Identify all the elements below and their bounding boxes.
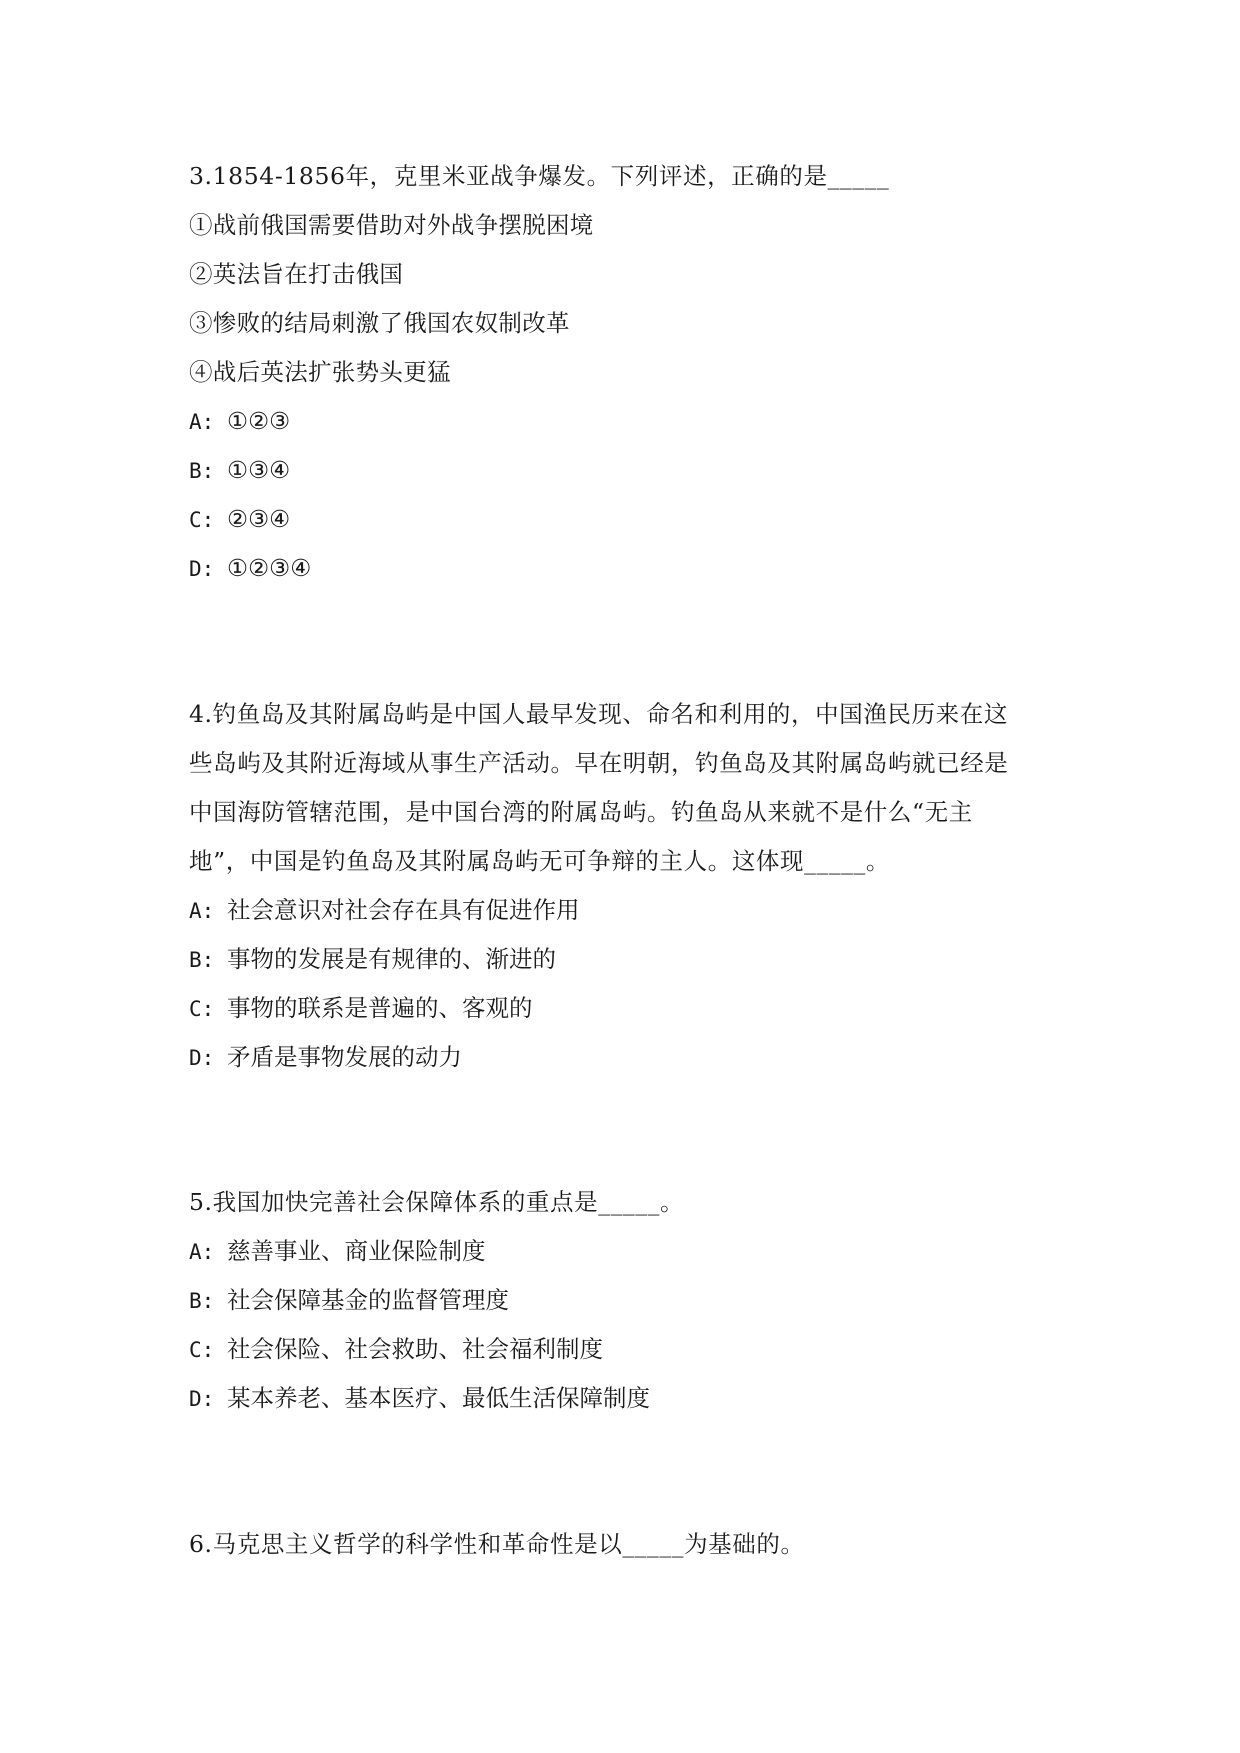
option-b	[189, 935, 1069, 984]
stem-line: 中国海防管辖范围，是中国台湾的附属岛屿。钓鱼岛从来就不是什么“无主	[189, 798, 973, 826]
stem-line: 地”，中国是钓鱼岛及其附属岛屿无可争辩的主人。这体现_____。	[189, 847, 890, 875]
option-text: 事物的联系是普遍的、客观的	[227, 994, 533, 1022]
option-a	[189, 1227, 1069, 1276]
option-text: 社会保险、社会救助、社会福利制度	[227, 1335, 603, 1363]
option-key: C:	[189, 508, 215, 532]
question-4	[189, 690, 1069, 1082]
option-key: D:	[189, 557, 215, 581]
question-stem	[189, 152, 1069, 201]
question-3	[189, 152, 1069, 593]
option-c	[189, 1325, 1069, 1374]
option-text: 事物的发展是有规律的、渐进的	[227, 945, 556, 973]
option-key: B:	[189, 1289, 215, 1313]
statement-4: ④战后英法扩张势头更猛	[189, 358, 451, 386]
option-text: ②③④	[227, 505, 291, 533]
stem-line: 些岛屿及其附近海域从事生产活动。早在明朝，钓鱼岛及其附属岛屿就已经是	[189, 749, 1009, 777]
option-list	[189, 397, 1069, 593]
option-key: B:	[189, 459, 215, 483]
option-key: B:	[189, 948, 215, 972]
stem-line: 3.1854-1856年，克里米亚战争爆发。下列评述，正确的是_____	[189, 162, 890, 190]
option-a	[189, 886, 1069, 935]
option-text: 某本养老、基本医疗、最低生活保障制度	[227, 1384, 650, 1412]
option-d	[189, 1374, 1069, 1423]
option-text: 社会保障基金的监督管理度	[227, 1286, 509, 1314]
option-text: 社会意识对社会存在具有促进作用	[227, 896, 580, 924]
option-key: C:	[189, 1338, 215, 1362]
option-list	[189, 886, 1069, 1082]
option-text: ①②③	[227, 407, 291, 435]
option-key: A:	[189, 1240, 215, 1264]
question-stem	[189, 690, 1069, 886]
statement-3: ③惨败的结局刺激了俄国农奴制改革	[189, 309, 570, 337]
statement-list	[189, 201, 1069, 397]
option-text: ①③④	[227, 456, 291, 484]
option-key: A:	[189, 899, 215, 923]
option-key: D:	[189, 1387, 215, 1411]
stem-line: 5.我国加快完善社会保障体系的重点是_____。	[189, 1188, 685, 1216]
option-key: A:	[189, 410, 215, 434]
stem-line: 6.马克思主义哲学的科学性和革命性是以_____为基础的。	[189, 1530, 805, 1558]
stem-line: 4.钓鱼岛及其附属岛屿是中国人最早发现、命名和利用的，中国渔民历来在这	[189, 700, 1008, 728]
question-5	[189, 1178, 1069, 1423]
option-key: D:	[189, 1046, 215, 1070]
option-c	[189, 495, 1069, 544]
statement-1: ①战前俄国需要借助对外战争摆脱困境	[189, 211, 594, 239]
option-d	[189, 544, 1069, 593]
option-text: 矛盾是事物发展的动力	[227, 1043, 462, 1071]
option-b	[189, 1276, 1069, 1325]
question-stem	[189, 1520, 1069, 1569]
option-list	[189, 1227, 1069, 1423]
option-text: 慈善事业、商业保险制度	[227, 1237, 486, 1265]
option-c	[189, 984, 1069, 1033]
option-b	[189, 446, 1069, 495]
question-6	[189, 1520, 1069, 1569]
question-stem	[189, 1178, 1069, 1227]
option-d	[189, 1033, 1069, 1082]
option-key: C:	[189, 997, 215, 1021]
option-a	[189, 397, 1069, 446]
option-text: ①②③④	[227, 554, 312, 582]
statement-2: ②英法旨在打击俄国	[189, 260, 404, 288]
